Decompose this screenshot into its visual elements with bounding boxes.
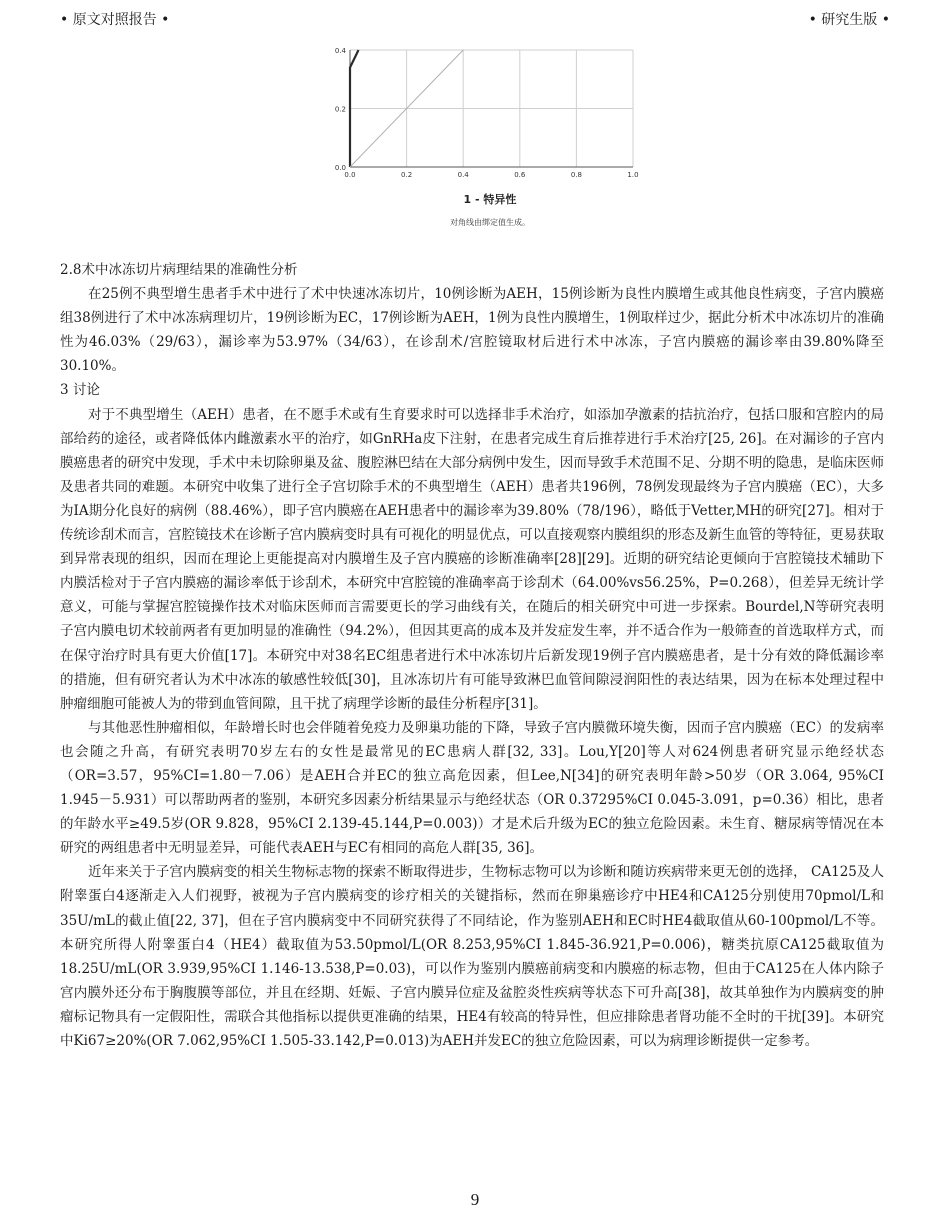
header-left: • 原文对照报告 • <box>60 12 170 28</box>
y-tick-label: 0.2 <box>334 105 346 114</box>
page-number: 9 <box>470 1190 480 1209</box>
x-tick-label: 0.2 <box>401 171 413 179</box>
roc-chart <box>325 46 655 186</box>
x-tick-label: 0.8 <box>570 171 582 179</box>
roc-figure <box>325 46 655 236</box>
x-tick-label: 0.6 <box>514 171 526 179</box>
paragraph: 对于不典型增生（AEH）患者，在不愿手术或有生育要求时可以选择非手术治疗，如添加孕激素的拮抗治疗，包括口服和宫腔内的局部给药的途径，或者降低体内雌激素水平的治疗，如GnRHa皮下注射，在患者完成生育后推荐进行手术治疗[25, 26]。在对漏诊的子宫内膜癌患者的研究中发现，手术中未切除卵巢及盆、腹腔淋巴结在大部分病例中发生，因而导致手术范围不足、分期不明的隐患，是临床医师及患者共同的难题。本研究中收集了进行全子宫切除手术的不典型增生（AEH）患者共196例，78例发现最终为子宫内膜癌（EC），大多为IA期分化良好的病例（88.46%），即子宫内膜癌在AEH患者中的漏诊率为39.80%（78/196），略低于Vetter,MH的研究[27]。相对于传统诊刮术而言，宫腔镜技术在诊断子宫内膜病变时具有可视化的明显优点，可以直接观察内膜组织的形态及新生血管的等特征，更易获取到异常表现的组织，因而在理论上更能提高对内膜增生及子宫内膜癌的诊断准确率[28][29]。近期的研究结论更倾向于宫腔镜技术辅助下内膜活检对于子宫内膜癌的漏诊率低于诊刮术，本研究中宫腔镜的准确率高于诊刮术（64.00%vs56.25%，P=0.268），但差异无统计学意义，可能与掌握宫腔镜操作技术对临床医师而言需要更长的学习曲线有关，在随后的相关研究中可进一步探索。Bourdel,N等研究表明子宫内膜电切术较前两者有更加明显的准确性（94.2%），但因其更高的成本及并发症发生率，并不适合作为一般筛查的首选取样方式，而在保守治疗时具有更大价值[17]。本研究中对38名EC组患者进行术中冰冻切片后新发现19例子宫内膜癌患者，是十分有效的降低漏诊率的措施，但有研究者认为术中冰冻的敏感性较低[30]，且冰冻切片有可能导致淋巴血管间隙浸润阳性的表达结果，因为在标本处理过程中肿瘤细胞可能被人为的带到血管间隙，且干扰了病理学诊断的最佳分析程序[31]。 <box>60 406 884 712</box>
main-text <box>60 258 884 1053</box>
figure-note: 对角线由绑定值生成。 <box>450 218 530 227</box>
x-axis-title: 1 - 特异性 <box>463 193 517 206</box>
watermark <box>148 81 215 163</box>
y-tick-label: 0.4 <box>334 47 346 55</box>
paragraph: 近年来关于子宫内膜病变的相关生物标志物的探索不断取得进步，生物标志物可以为诊断和随访疾病带来更无创的选择， CA125及人附睾蛋白4逐渐走入人们视野，被视为子宫内膜病变的诊疗相关的关键指标，然而在卵巢癌诊疗中HE4和CA125分别使用70pmol/L和35U/mL的截止值[22, 37]，但在子宫内膜病变中不同研究获得了不同结论，作为鉴别AEH和EC时HE4截取值从60-100pmol/L不等。本研究所得人附睾蛋白4（HE4）截取值为53.50pmol/L(OR 8.253,95%CI 1.845-36.921,P=0.006)，糖类抗原CA125截取值为18.25U/mL(OR 3.939,95%CI 1.146-13.538,P=0.03)，可以作为鉴别内膜癌前病变和内膜癌的标志物，但由于CA125在人体内除子宫内膜外还分布于胸腹膜等部位，并且在经期、妊娠、子宫内膜异位症及盆腔炎性疾病等状态下可升高[38]，故其单独作为内膜病变的肿瘤标记物具有一定假阳性，需联合其他指标以提供更准确的结果，HE4有较高的特异性，但应排除患者肾功能不全时的干扰[39]。本研究中Ki67≥20%(OR 7.062,95%CI 1.505-33.142,P=0.013)为AEH并发EC的独立危险因素，可以为病理诊断提供一定参考。 <box>60 864 884 1049</box>
x-tick-label: 0.4 <box>457 171 469 179</box>
paragraph: 与其他恶性肿瘤相似，年龄增长时也会伴随着免疫力及卵巢功能的下降，导致子宫内膜微环境失衡，因而子宫内膜癌（EC）的发病率也会随之升高，有研究表明70岁左右的女性是最常见的EC患病人群[32, 33]。Lou,Y[20]等人对624例患者研究显示绝经状态（OR=3.57，95%CI=1.80－7.06）是AEH合并EC的独立高危因素，但Lee,N[34]的研究表明年龄>50岁（OR 3.064, 95%CI 1.945－5.931）可以帮助两者的鉴别，本研究多因素分析结果显示与绝经状态（OR 0.37295%CI 0.045-3.091，p=0.36）相比，患者的年龄水平≥49.5岁(OR 9.828，95%CI 2.139-45.144,P=0.003)）才是术后升级为EC的独立危险因素。未生育、糖尿病等情况在本研究的两组患者中无明显差异，可能代表AEH与EC有相同的高危人群[35, 36]。 <box>60 719 884 857</box>
section-3-title: 3 讨论 <box>60 382 100 399</box>
y-tick-label: 0.0 <box>334 164 346 172</box>
section-2-8-title: 2.8术中冰冻切片病理结果的准确性分析 <box>60 262 298 278</box>
paragraph: 在25例不典型增生患者手术中进行了术中快速冰冻切片，10例诊断为AEH，15例诊断为良性内膜增生或其他良性病变，子宫内膜癌组38例进行了术中冰冻病理切片，19例诊断为EC，17例诊断为AEH，1例为良性内膜增生，1例取样过少，据此分析术中冰冻切片的准确性为46.03%（29/63），漏诊率为53.97%（34/63），在诊刮术/宫腔镜取材后进行术中冰冻，子宫内膜癌的漏诊率由39.80%降至30.10%。 <box>60 286 884 375</box>
x-tick-label: 1.0 <box>627 171 639 179</box>
x-tick-label: 0.0 <box>344 171 356 179</box>
header-right: • 研究生版 • <box>808 12 890 28</box>
